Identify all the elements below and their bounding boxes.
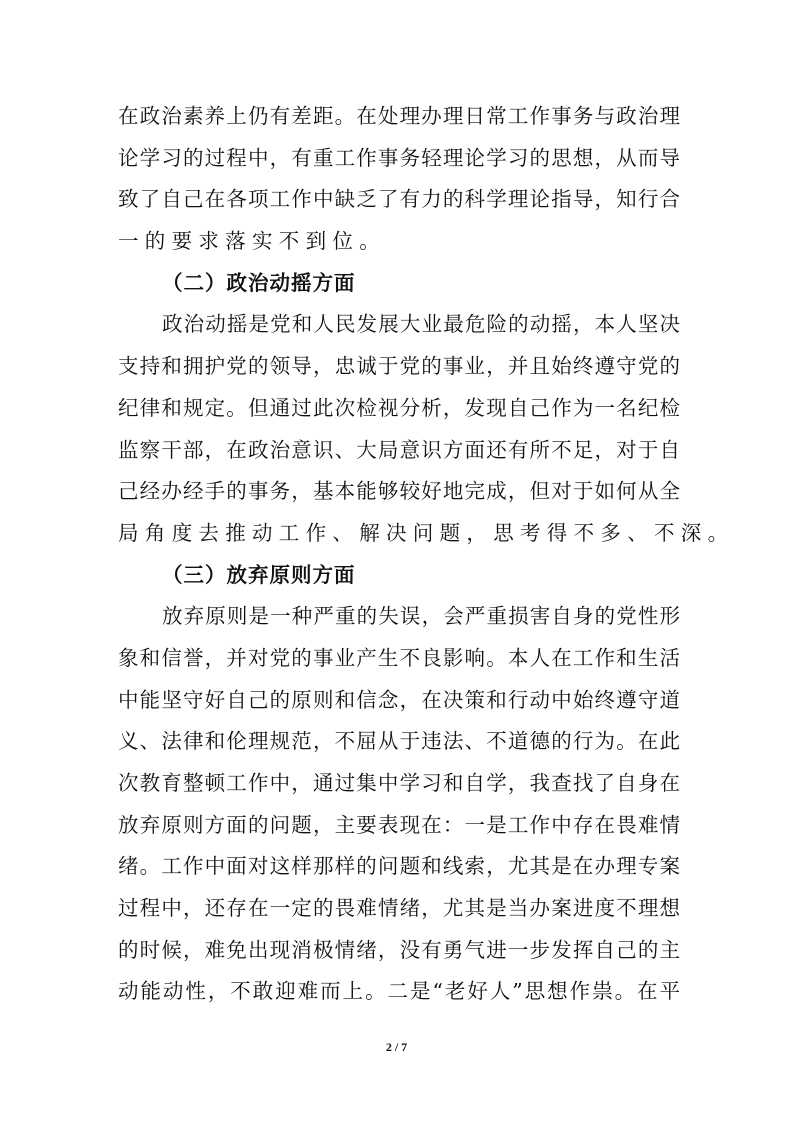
text-line: 纪律和规定。但通过此次检视分析，发现自己作为一名纪检 [118, 395, 680, 420]
text-line: 政治动摇是党和人民发展大业最危险的动摇，本人坚决 [162, 312, 680, 337]
document-body [118, 96, 735, 1013]
text-line: 绪。工作中面对这样那样的问题和线索，尤其是在办理专案 [118, 854, 680, 879]
text-line: 过程中，还存在一定的畏难情绪，尤其是当办案进度不理想 [118, 896, 680, 921]
text-line: 己经办经手的事务，基本能够较好地完成，但对于如何从全 [118, 479, 680, 504]
section-heading-2: （二）政治动摇方面 [162, 270, 356, 295]
page-number: 2 / 7 [385, 1040, 408, 1054]
text-line: 的时候，难免出现消极情绪，没有勇气进一步发挥自己的主 [118, 937, 680, 962]
text-line: 放弃原则是一种严重的失误，会严重损害自身的党性形 [162, 604, 680, 629]
text-line: 次教育整顿工作中，通过集中学习和自学，我查找了自身在 [118, 771, 680, 795]
text-line: 放弃原则方面的问题，主要表现在：一是工作中存在畏难情 [118, 812, 680, 837]
text-line: 监察干部，在政治意识、大局意识方面还有所不足，对于自 [118, 437, 680, 462]
text-line: 局角度去推动工作、解决问题，思考得不多、不深。 [118, 520, 735, 545]
text-line: 论学习的过程中，有重工作事务轻理论学习的思想，从而导 [118, 145, 680, 170]
text-line: 动能动性，不敢迎难而上。二是“老好人”思想作祟。在平 [118, 979, 680, 1004]
text-line: 中能坚守好自己的原则和信念，在决策和行动中始终遵守道 [118, 687, 680, 712]
section-heading-3: （三）放弃原则方面 [162, 562, 356, 587]
text-line: 致了自己在各项工作中缺乏了有力的科学理论指导，知行合 [118, 187, 680, 212]
text-line: 象和信誉，并对党的事业产生不良影响。本人在工作和生活 [118, 645, 680, 670]
text-line: 在政治素养上仍有差距。在处理办理日常工作事务与政治理 [118, 104, 680, 128]
text-line: 一的要求落实不到位。 [118, 229, 386, 254]
text-line: 支持和拥护党的领导，忠诚于党的事业，并且始终遵守党的 [118, 354, 680, 379]
text-line: 义、法律和伦理规范，不屈从于违法、不道德的行为。在此 [118, 729, 680, 754]
paragraph-2 [118, 304, 735, 554]
paragraph-3 [118, 596, 680, 1013]
paragraph-1 [118, 96, 680, 263]
